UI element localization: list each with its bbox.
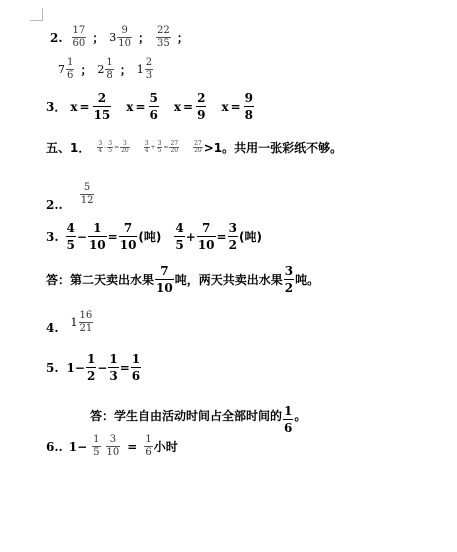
- section-5-item-4: [46, 309, 94, 335]
- page-corner-mark: [30, 8, 43, 21]
- operator: −: [76, 229, 87, 244]
- equals-sign: =: [216, 229, 227, 244]
- separator: ；: [176, 31, 189, 45]
- equals-sign: =: [183, 99, 194, 114]
- section-5-item-5: [46, 352, 142, 383]
- answer-sentence-1: [46, 264, 319, 295]
- operator: +: [185, 229, 196, 244]
- fraction: $\frac{3}{4}$: [144, 140, 149, 154]
- fraction: $\frac{17}{60}$: [72, 25, 86, 49]
- fraction: $\frac{1}{10}$: [88, 221, 106, 252]
- mixed-whole: 1: [70, 315, 78, 329]
- unit-text: (吨): [138, 230, 162, 244]
- number: 1: [68, 439, 78, 454]
- separator: ；: [92, 31, 105, 45]
- fraction: $\frac{3}{2}$: [284, 264, 294, 295]
- answer-sentence-2: [90, 396, 306, 435]
- answer-text: 吨。: [295, 273, 320, 287]
- equals-sign: =: [79, 99, 90, 114]
- separator: ；: [138, 31, 151, 45]
- fraction: $\frac{27}{20}$: [194, 140, 202, 154]
- separator: ；: [119, 63, 132, 77]
- fraction: $\frac{22}{35}$: [157, 25, 170, 49]
- fraction: $\frac{3}{10}$: [106, 434, 120, 458]
- mixed-whole: 7: [58, 63, 65, 76]
- answer-text: 答：学生自由活动时间占全部时间的: [90, 409, 283, 423]
- separator: ；: [80, 63, 93, 77]
- answer-text: 。: [294, 409, 307, 423]
- fraction: $\frac{7}{10}$: [119, 221, 137, 252]
- fraction: $\frac{7}{10}$: [156, 264, 173, 295]
- operator: +: [150, 144, 156, 151]
- fraction: $\frac{1}{2}$: [86, 352, 96, 383]
- equals-sign: =: [163, 144, 169, 151]
- fraction: $\frac{27}{20}$: [170, 140, 179, 154]
- fraction: $\frac{5}{6}$: [149, 91, 158, 122]
- variable: x: [126, 99, 134, 114]
- fraction: $\frac{4}{5}$: [175, 221, 184, 252]
- mixed-whole: 2: [97, 63, 105, 76]
- fraction: $\frac{9}{10}$: [118, 25, 132, 49]
- fraction: $\frac{1}{6}$: [284, 404, 293, 435]
- answer-text: 吨，两天共卖出水果: [174, 273, 283, 287]
- fraction: $\frac{2}{15}$: [93, 91, 111, 122]
- mixed-whole: 1: [136, 63, 144, 76]
- variable: x: [221, 99, 229, 114]
- variable: x: [173, 99, 182, 114]
- fraction: $\frac{3}{5}$: [157, 140, 162, 154]
- equals-sign: =: [127, 439, 138, 454]
- item-label: 3．: [46, 100, 67, 114]
- fraction: $\frac{1}{6}$: [67, 57, 74, 81]
- operator: −: [97, 360, 108, 375]
- answer-2-line2: [58, 58, 154, 81]
- fraction: $\frac{9}{8}$: [244, 91, 254, 122]
- operator: −: [77, 439, 88, 454]
- section-5-item-1: [46, 139, 342, 156]
- item-label: 4.: [46, 321, 59, 335]
- equals-sign: =: [135, 99, 146, 114]
- section-label: 五、1．: [46, 141, 91, 155]
- answer-2-line1: [50, 26, 194, 49]
- conclusion-text: >1。共用一张彩纸不够。: [203, 141, 343, 155]
- item-label: 2..: [46, 198, 63, 212]
- fraction: $\frac{2}{3}$: [145, 57, 153, 81]
- mixed-whole: 3: [109, 31, 117, 44]
- fraction: $\frac{1}{3}$: [109, 352, 118, 383]
- fraction: $\frac{2}{9}$: [197, 91, 206, 122]
- equals-sign: =: [230, 99, 241, 114]
- answer-text: 答：第二天卖出水果: [46, 273, 155, 287]
- fraction: $\frac{3}{20}$: [121, 140, 129, 154]
- answer-3-line: [46, 91, 255, 122]
- item-label: 5.: [46, 360, 59, 375]
- item-label: 2.: [50, 30, 63, 45]
- section-5-item-3: [46, 221, 262, 252]
- fraction: $\frac{3}{4}$: [98, 140, 103, 154]
- item-label: 3.: [46, 229, 59, 244]
- section-5-item-2: [46, 176, 95, 212]
- fraction: $\frac{4}{5}$: [66, 221, 75, 252]
- equals-sign: =: [119, 360, 130, 375]
- item-label: 6..: [46, 439, 63, 454]
- fraction: $\frac{1}{5}$: [93, 434, 100, 458]
- section-5-item-6: [46, 435, 178, 458]
- variable: x: [70, 99, 78, 114]
- fraction: $\frac{16}{21}$: [79, 309, 93, 334]
- operator: -: [104, 144, 107, 151]
- unit-text: (吨): [238, 230, 262, 244]
- unit-text: 小时: [153, 440, 178, 454]
- fraction: $\frac{5}{12}$: [80, 181, 94, 206]
- operator: −: [74, 360, 85, 375]
- fraction: $\frac{1}{6}$: [145, 434, 152, 458]
- fraction: $\frac{3}{5}$: [108, 140, 113, 154]
- fraction: $\frac{3}{2}$: [228, 221, 237, 252]
- equals-sign: =: [107, 229, 118, 244]
- number: 1: [66, 360, 75, 375]
- fraction: $\frac{1}{8}$: [106, 57, 113, 81]
- fraction: $\frac{1}{6}$: [131, 352, 141, 383]
- fraction: $\frac{7}{10}$: [197, 221, 215, 252]
- equals-sign: =: [114, 144, 120, 151]
